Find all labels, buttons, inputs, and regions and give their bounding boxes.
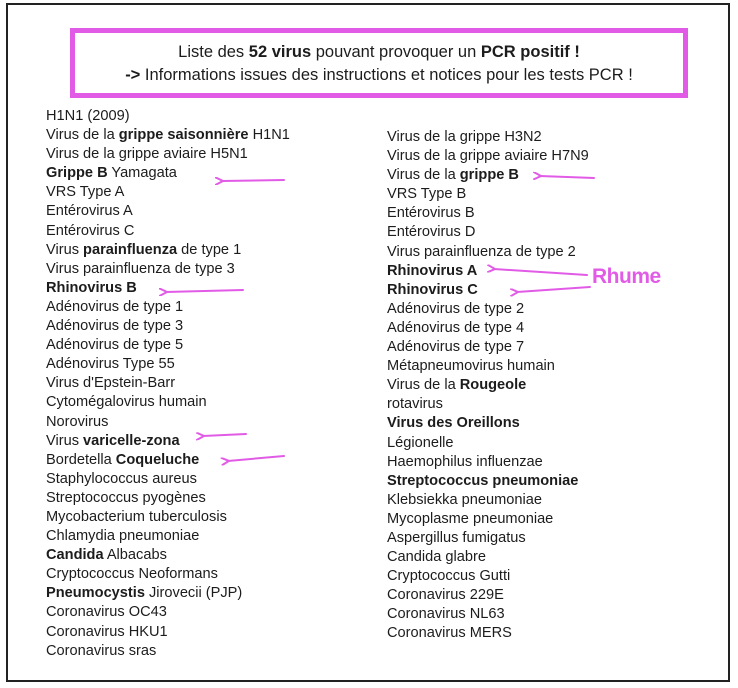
virus-text: Virus d'Epstein-Barr bbox=[46, 375, 176, 392]
title-text-2b: Informations issues des instructions et notices pour les tests PCR ! bbox=[140, 66, 633, 84]
title-text-1c: pouvant provoquer un bbox=[311, 43, 481, 61]
virus-text: Coronavirus MERS bbox=[387, 625, 512, 642]
virus-text-bold: grippe B bbox=[459, 167, 519, 184]
title-arrow-text: -> bbox=[125, 66, 141, 84]
virus-text: Bordetella bbox=[46, 451, 116, 468]
virus-text: Coronavirus HKU1 bbox=[46, 623, 168, 640]
virus-text: Yamagata bbox=[107, 165, 177, 182]
virus-text: Coronavirus 229E bbox=[387, 587, 504, 604]
virus-text: Virus de la grippe aviaire H7N9 bbox=[387, 148, 589, 165]
virus-text-bold: Rhinovirus B bbox=[46, 279, 137, 296]
virus-text-bold: Rougeole bbox=[459, 377, 527, 394]
virus-text: Adénovirus de type 3 bbox=[46, 318, 184, 335]
virus-text-bold: Virus des Oreillons bbox=[387, 415, 520, 432]
virus-text: Entérovirus B bbox=[387, 205, 475, 222]
arrow-rhinovirus-a bbox=[494, 269, 587, 275]
virus-text: H1N1 bbox=[248, 127, 290, 144]
virus-text: Cryptococcus Neoformans bbox=[46, 566, 218, 583]
virus-text: Adénovirus de type 4 bbox=[387, 319, 525, 336]
virus-text: Virus bbox=[46, 432, 84, 449]
virus-text: Jirovecii (PJP) bbox=[144, 585, 243, 602]
virus-text-bold: Rhinovirus A bbox=[387, 262, 478, 279]
virus-text: Haemophilus influenzae bbox=[387, 453, 543, 470]
virus-text: Norovirus bbox=[46, 413, 109, 430]
virus-text: Candida glabre bbox=[387, 549, 486, 566]
virus-text: Streptococcus pyogènes bbox=[46, 489, 206, 506]
virus-text: H1N1 (2009) bbox=[46, 108, 130, 124]
arrow-rhinovirus-b bbox=[166, 290, 243, 292]
virus-text: Mycobacterium tuberculosis bbox=[46, 508, 227, 525]
virus-text: Adénovirus de type 7 bbox=[387, 339, 525, 356]
virus-text: Virus de la bbox=[387, 377, 460, 394]
virus-text: Adénovirus de type 2 bbox=[387, 300, 525, 317]
virus-text: Virus de la grippe aviaire H5N1 bbox=[46, 146, 248, 163]
virus-text: rotavirus bbox=[387, 396, 443, 413]
virus-text: Coronavirus NL63 bbox=[387, 606, 505, 623]
virus-text-bold: grippe saisonnière bbox=[118, 127, 249, 144]
arrow-rhinovirus-c bbox=[517, 287, 590, 292]
virus-text-bold: parainfluenza bbox=[83, 241, 178, 258]
virus-text: Klebsiekka pneumoniae bbox=[387, 491, 542, 508]
virus-text: Entérovirus D bbox=[387, 224, 476, 241]
title-text-1b: 52 virus bbox=[248, 43, 312, 61]
virus-text-bold: Grippe B bbox=[46, 165, 108, 182]
arrow-coqueluche bbox=[228, 456, 284, 461]
virus-text-bold: Rhinovirus C bbox=[387, 281, 478, 298]
virus-text: VRS Type B bbox=[387, 186, 467, 203]
virus-text: Virus parainfluenza de type 2 bbox=[387, 243, 576, 260]
virus-text: de type 1 bbox=[177, 241, 242, 258]
virus-text: Adénovirus de type 1 bbox=[46, 298, 184, 315]
virus-text: Métapneumovirus humain bbox=[387, 358, 555, 375]
virus-text: Entérovirus C bbox=[46, 222, 135, 239]
arrow-grippe-b-right bbox=[540, 176, 594, 178]
virus-text: Albacabs bbox=[103, 547, 167, 564]
virus-text: Adénovirus de type 5 bbox=[46, 337, 184, 354]
virus-text: Virus de la bbox=[46, 127, 119, 144]
virus-text: Entérovirus A bbox=[46, 203, 133, 220]
virus-text: Virus bbox=[46, 241, 84, 258]
virus-text: Légionelle bbox=[387, 434, 454, 451]
virus-text: Staphylococcus aureus bbox=[46, 470, 197, 487]
title-text-1a: Liste des bbox=[178, 43, 249, 61]
virus-text: Cryptococcus Gutti bbox=[387, 568, 511, 585]
virus-text: Cytomégalovirus humain bbox=[46, 394, 207, 411]
virus-text: Virus de la bbox=[387, 167, 460, 184]
virus-text: Chlamydia pneumoniae bbox=[46, 528, 200, 545]
virus-text-bold: Candida bbox=[46, 547, 104, 564]
virus-text: Coronavirus OC43 bbox=[46, 604, 167, 621]
virus-text-bold: Streptococcus pneumoniae bbox=[387, 472, 579, 489]
virus-text-bold: Coqueluche bbox=[115, 451, 200, 468]
virus-text: Adénovirus Type 55 bbox=[46, 356, 175, 373]
virus-text-bold: varicelle-zona bbox=[83, 432, 180, 449]
virus-text: Coronavirus sras bbox=[46, 642, 157, 659]
arrow-varicelle bbox=[203, 434, 246, 436]
arrow-grippe-b-left bbox=[222, 180, 284, 181]
rhume-label: Rhume bbox=[592, 265, 661, 288]
title-text-1d: PCR positif ! bbox=[480, 43, 580, 61]
virus-text: Virus parainfluenza de type 3 bbox=[46, 260, 235, 277]
virus-text: Mycoplasme pneumoniae bbox=[387, 510, 554, 527]
virus-text: Virus de la grippe H3N2 bbox=[387, 129, 542, 145]
virus-text: VRS Type A bbox=[46, 184, 125, 201]
virus-text-bold: Pneumocystis bbox=[46, 585, 145, 602]
virus-text: Aspergillus fumigatus bbox=[387, 529, 526, 546]
